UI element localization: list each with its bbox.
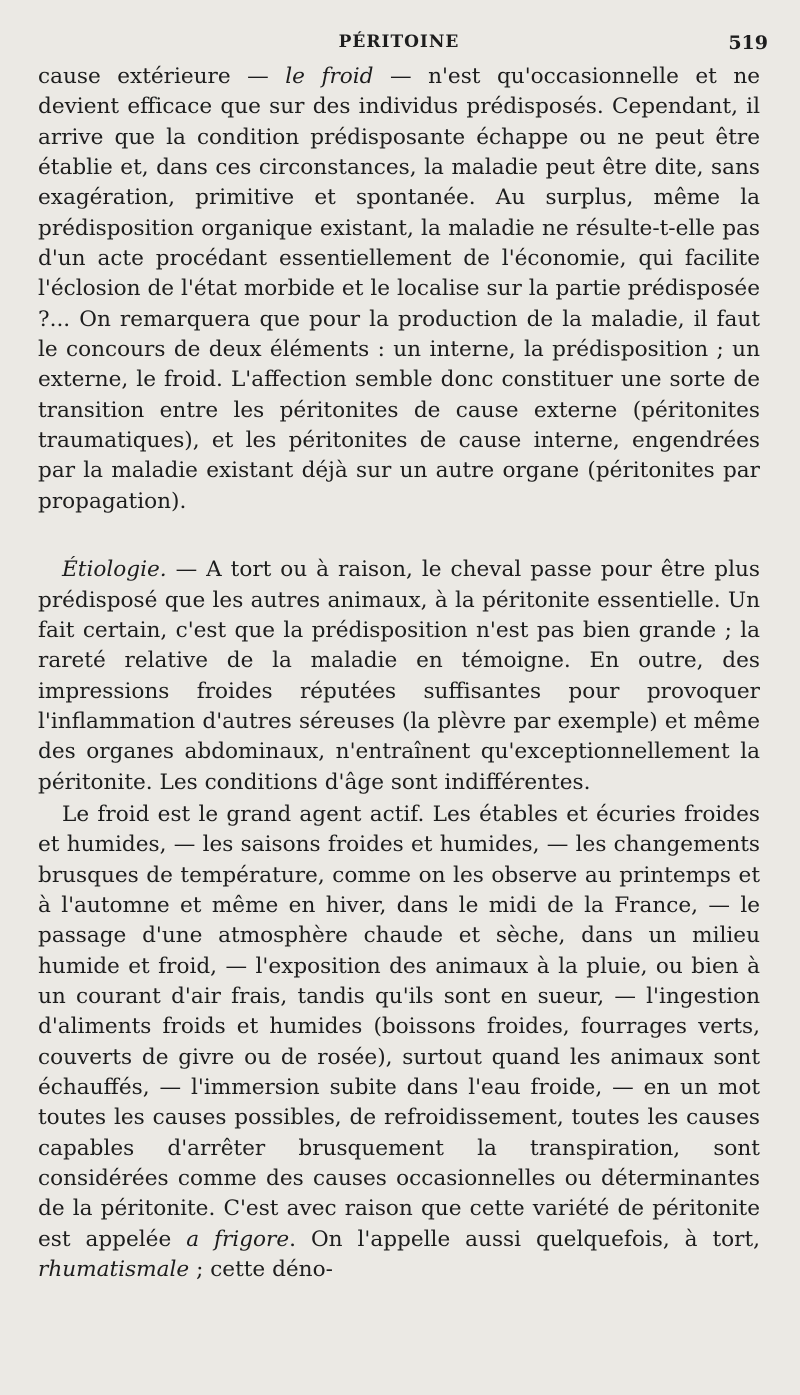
section-heading-etiologie: Étiologie. (62, 557, 167, 583)
text-run: — n'est qu'occasionnelle et ne devient efficace que sur des individus prédisposés. Cependant, il arrive que la condition prédisposante échappe ou ne peut être établie et, dans ces circonstances, la maladie peut être dite, sans exagération, primitive et spontanée. Au surplus, même la prédisposition organique existant, la maladie ne résulte-t-elle pas d'un acte procédant essentiellement de l'économie, qui facilite l'éclosion de l'état morbide et le localise sur la partie prédisposée ?... On remarquera que pour la production de la maladie, il faut le concours de deux éléments : un interne, la prédisposition ; un externe, le froid. L'affection semble donc constituer une sorte de transition entre les péritonites de cause externe (péritonites traumatiques), et les péritonites de cause interne, engendrées par la maladie existant déjà sur un autre organe (péritonites par propagation). (38, 64, 761, 514)
text-run: — A tort ou à raison, le cheval passe pour être plus prédisposé que les autres animaux, à la péritonite essentielle. Un fait certain, c'est que la prédisposition n'est pas bien grande ; la rareté relative de la maladie en témoigne. En outre, des impressions froides réputées suffisantes pour provoquer l'inflammation d'autres séreuses (la plèvre par exemple) et même des organes abdominaux, n'entraînent qu'exceptionnellement la péritonite. Les conditions d'âge sont indifférentes. (38, 557, 760, 795)
italic-term-rhumatismale: rhumatismale (38, 1257, 190, 1283)
paragraph-froid-agent (38, 800, 760, 1286)
italic-term-le-froid: le froid (285, 64, 374, 89)
running-title: PÉRITOINE (338, 32, 460, 52)
text-run: . On l'appelle aussi quelquefois, à tort, (289, 1226, 761, 1252)
page-number: 519 (728, 32, 768, 54)
page-header (38, 28, 768, 62)
text-run: cause extérieure — (38, 64, 286, 89)
text-run: Le froid est le grand agent actif. Les étables et écuries froides et humides, — les saisons froides et humides, — les changements brusques de température, comme on les observe au printemps et à l'automne et même en hiver, dans le midi de la France, — le passage d'une atmosphère chaude et sèche, dans un milieu humide et froid, — l'exposition des animaux à la pluie, ou bien à un courant d'air frais, tandis qu'ils sont en sueur, — l'ingestion d'aliments froids et humides (boissons froides, fourrages verts, couverts de givre ou de rosée), surtout quand les animaux sont échauffés, — l'immersion subite dans l'eau froide, — en un mot toutes les causes possibles, de refroidissement, toutes les causes capables d'arrêter brusquement la transpiration, sont considérées comme des causes occasionnelles ou déterminantes de la péritonite. C'est avec raison que cette variété de péritonite est appelée (38, 801, 760, 1252)
italic-term-a-frigore: a frigore (186, 1226, 290, 1252)
paragraph-etiologie (38, 555, 760, 798)
paragraph-cause-exterieure (38, 62, 760, 517)
text-run: ; cette déno- (189, 1257, 333, 1283)
